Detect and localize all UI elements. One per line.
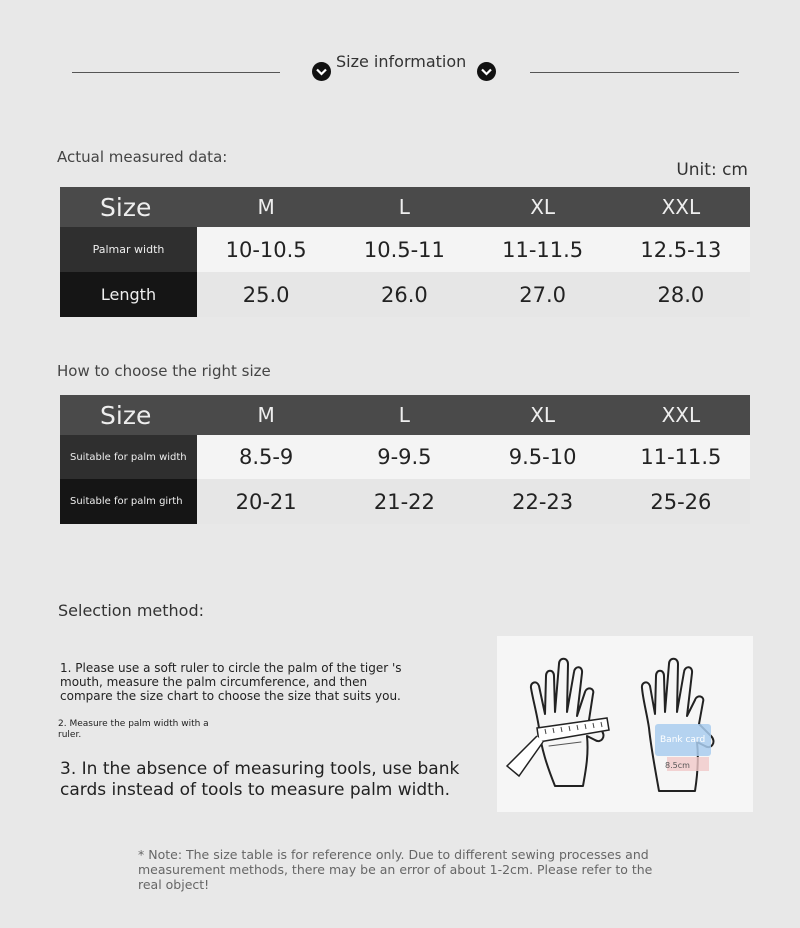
table-row [60, 272, 750, 317]
column-header: XL [530, 403, 556, 427]
header-divider-left [72, 72, 280, 73]
section-header [0, 48, 800, 88]
size-note: * Note: The size table is for reference only. Due to different sewing processes and measurement methods, there may be an error of about 1-2cm. Please refer to the real object! [138, 847, 653, 892]
unit-label: Unit: cm [676, 160, 748, 180]
table-cell: 27.0 [474, 272, 612, 317]
chevron-down-icon [477, 62, 496, 81]
selection-method-title: Selection method: [58, 601, 204, 620]
section-title: Size information [336, 52, 467, 71]
column-header: XL [530, 195, 556, 219]
row-header: Palmar width [60, 227, 197, 272]
method-step-3: 3. In the absence of measuring tools, use bank cards instead of tools to measure palm width. [60, 759, 460, 800]
chevron-down-icon [312, 62, 331, 81]
bank-card-width-label: 8.5cm [665, 761, 690, 770]
column-header: M [257, 195, 275, 219]
table-row [60, 227, 750, 272]
column-header: Size [100, 192, 152, 222]
table-header-row [60, 395, 750, 435]
bank-card-label: Bank card [660, 735, 706, 745]
row-header: Length [60, 272, 197, 317]
bank-card-icon [655, 724, 711, 771]
table-cell: 9-9.5 [335, 435, 473, 479]
column-header: XXL [661, 403, 701, 427]
row-header: Suitable for palm width [60, 435, 197, 479]
table-cell: 11-11.5 [474, 227, 612, 272]
table-cell: 10.5-11 [335, 227, 473, 272]
choose-size-table [60, 395, 750, 524]
table-cell: 28.0 [612, 272, 750, 317]
measuring-illustration [497, 636, 753, 812]
table-cell: 10-10.5 [197, 227, 335, 272]
table-cell: 26.0 [335, 272, 473, 317]
table-cell: 25.0 [197, 272, 335, 317]
column-header: Size [100, 400, 152, 430]
measuring-tape-icon [507, 718, 609, 776]
table-cell: 22-23 [474, 479, 612, 524]
table-cell: 21-22 [335, 479, 473, 524]
column-header: L [398, 403, 410, 427]
table-cell: 25-26 [612, 479, 750, 524]
table-cell: 12.5-13 [612, 227, 750, 272]
column-header: M [257, 403, 275, 427]
table-cell: 8.5-9 [197, 435, 335, 479]
table-header-row [60, 187, 750, 227]
table-cell: 20-21 [197, 479, 335, 524]
table-cell: 9.5-10 [474, 435, 612, 479]
table-row [60, 435, 750, 479]
method-step-2: 2. Measure the palm width with a ruler. [58, 719, 209, 740]
column-header: L [398, 195, 410, 219]
measured-data-label: Actual measured data: [57, 148, 228, 166]
header-divider-right [530, 72, 739, 73]
table-row [60, 479, 750, 524]
row-header: Suitable for palm girth [60, 479, 197, 524]
table-cell: 11-11.5 [612, 435, 750, 479]
method-step-1: 1. Please use a soft ruler to circle the palm of the tiger 's mouth, measure the palm circumference, and then compare the size chart to choose the size that suits you. [60, 661, 402, 703]
choose-size-label: How to choose the right size [57, 362, 271, 380]
measured-size-table [60, 187, 750, 317]
column-header: XXL [661, 195, 701, 219]
